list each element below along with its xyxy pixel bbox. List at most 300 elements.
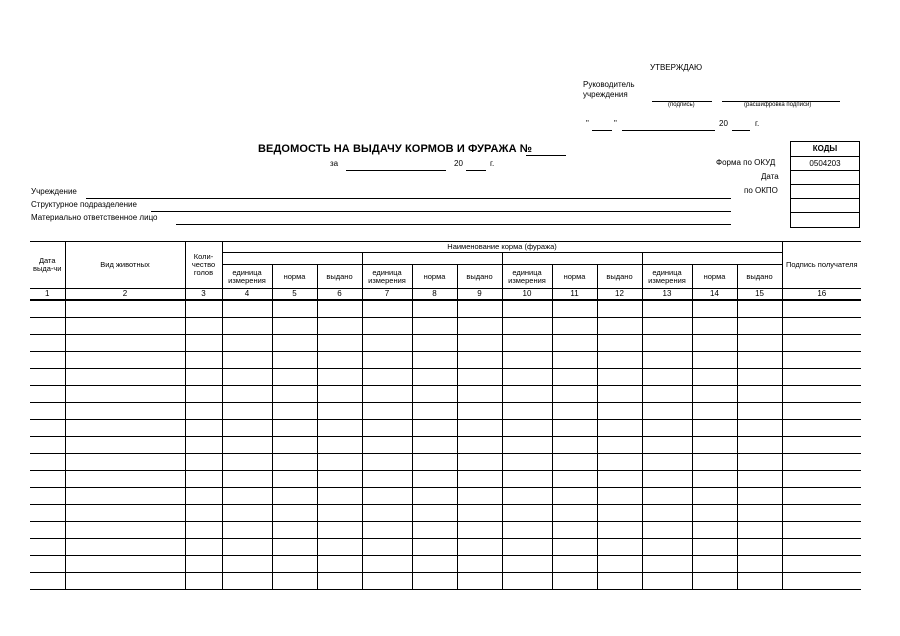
date-code-cell[interactable] [791, 171, 859, 185]
table-cell[interactable] [65, 573, 185, 590]
period-year-line[interactable] [466, 160, 486, 171]
table-cell[interactable] [457, 556, 502, 573]
table-cell[interactable] [317, 505, 362, 522]
table-cell[interactable] [412, 300, 457, 318]
table-cell[interactable] [65, 539, 185, 556]
table-cell[interactable] [692, 488, 737, 505]
table-cell[interactable] [30, 539, 65, 556]
table-cell[interactable] [597, 454, 642, 471]
table-cell[interactable] [222, 318, 272, 335]
table-cell[interactable] [597, 369, 642, 386]
table-cell[interactable] [737, 437, 782, 454]
subdivision-label: Структурное подразделение [31, 200, 137, 209]
table-cell[interactable] [457, 471, 502, 488]
table-cell[interactable] [272, 505, 317, 522]
table-cell[interactable] [317, 403, 362, 420]
table-cell[interactable] [737, 403, 782, 420]
table-cell[interactable] [362, 454, 412, 471]
table-cell[interactable] [272, 556, 317, 573]
table-cell[interactable] [185, 471, 222, 488]
table-cell[interactable] [222, 335, 272, 352]
table-cell[interactable] [185, 539, 222, 556]
table-cell[interactable] [642, 352, 692, 369]
table-cell[interactable] [412, 556, 457, 573]
table-cell[interactable] [597, 505, 642, 522]
table-cell[interactable] [502, 369, 552, 386]
period-line[interactable] [346, 160, 446, 171]
table-cell[interactable] [737, 386, 782, 403]
table-cell[interactable] [412, 335, 457, 352]
table-cell[interactable] [65, 300, 185, 318]
signature-hint: (подпись) [668, 102, 695, 108]
table-cell[interactable] [30, 437, 65, 454]
table-cell[interactable] [782, 556, 861, 573]
table-cell[interactable] [362, 335, 412, 352]
table-cell[interactable] [737, 505, 782, 522]
table-cell[interactable] [642, 556, 692, 573]
table-cell[interactable] [597, 403, 642, 420]
table-cell[interactable] [552, 556, 597, 573]
table-cell[interactable] [222, 522, 272, 539]
table-cell[interactable] [412, 437, 457, 454]
table-cell[interactable] [597, 556, 642, 573]
table-cell[interactable] [185, 573, 222, 590]
table-cell[interactable] [642, 505, 692, 522]
table-cell[interactable] [782, 335, 861, 352]
table-cell[interactable] [362, 573, 412, 590]
feed-name-cell-4[interactable] [642, 253, 782, 265]
table-cell[interactable] [412, 539, 457, 556]
table-cell[interactable] [362, 471, 412, 488]
table-cell[interactable] [317, 522, 362, 539]
table-cell[interactable] [317, 471, 362, 488]
table-cell[interactable] [185, 318, 222, 335]
table-cell[interactable] [552, 352, 597, 369]
table-cell[interactable] [692, 505, 737, 522]
table-cell[interactable] [272, 300, 317, 318]
table-cell[interactable] [692, 437, 737, 454]
table-cell[interactable] [642, 471, 692, 488]
table-cell[interactable] [502, 488, 552, 505]
table-cell[interactable] [502, 352, 552, 369]
table-cell[interactable] [222, 505, 272, 522]
table-cell[interactable] [642, 573, 692, 590]
table-cell[interactable] [642, 539, 692, 556]
table-cell[interactable] [272, 352, 317, 369]
table-cell[interactable] [317, 335, 362, 352]
table-cell[interactable] [692, 420, 737, 437]
table-cell[interactable] [412, 352, 457, 369]
table-cell[interactable] [552, 300, 597, 318]
table-cell[interactable] [317, 556, 362, 573]
table-cell[interactable] [317, 539, 362, 556]
table-cell[interactable] [642, 488, 692, 505]
table-cell[interactable] [597, 573, 642, 590]
table-cell[interactable] [65, 522, 185, 539]
table-cell[interactable] [737, 488, 782, 505]
table-cell[interactable] [30, 488, 65, 505]
table-cell[interactable] [597, 437, 642, 454]
table-cell[interactable] [185, 522, 222, 539]
table-cell[interactable] [222, 488, 272, 505]
table-cell[interactable] [185, 488, 222, 505]
table-cell[interactable] [502, 505, 552, 522]
table-cell[interactable] [185, 420, 222, 437]
table-cell[interactable] [65, 318, 185, 335]
table-cell[interactable] [457, 573, 502, 590]
table-cell[interactable] [737, 556, 782, 573]
table-cell[interactable] [552, 505, 597, 522]
table-cell[interactable] [782, 352, 861, 369]
table-cell[interactable] [782, 437, 861, 454]
table-cell[interactable] [317, 300, 362, 318]
document-title: ВЕДОМОСТЬ НА ВЫДАЧУ КОРМОВ И ФУРАЖА № [258, 143, 533, 155]
table-cell[interactable] [30, 573, 65, 590]
table-cell[interactable] [362, 488, 412, 505]
table-cell[interactable] [737, 300, 782, 318]
table-cell[interactable] [317, 488, 362, 505]
table-cell[interactable] [222, 539, 272, 556]
table-cell[interactable] [502, 522, 552, 539]
table-cell[interactable] [552, 488, 597, 505]
table-cell[interactable] [457, 300, 502, 318]
table-cell[interactable] [782, 488, 861, 505]
table-cell[interactable] [502, 403, 552, 420]
table-row [30, 522, 861, 539]
feed-name-cell-1[interactable] [222, 253, 362, 265]
table-cell[interactable] [222, 352, 272, 369]
table-cell[interactable] [412, 420, 457, 437]
table-cell[interactable] [642, 420, 692, 437]
approval-year-line[interactable] [732, 120, 750, 131]
table-cell[interactable] [552, 386, 597, 403]
table-cell[interactable] [412, 522, 457, 539]
table-cell[interactable] [30, 352, 65, 369]
table-cell[interactable] [65, 471, 185, 488]
table-cell[interactable] [457, 369, 502, 386]
table-cell[interactable] [185, 556, 222, 573]
table-cell[interactable] [30, 505, 65, 522]
feed-name-cell-2[interactable] [362, 253, 502, 265]
table-cell[interactable] [65, 403, 185, 420]
table-cell[interactable] [412, 403, 457, 420]
table-cell[interactable] [362, 522, 412, 539]
table-cell[interactable] [222, 403, 272, 420]
table-cell[interactable] [782, 420, 861, 437]
table-cell[interactable] [185, 403, 222, 420]
table-cell[interactable] [737, 539, 782, 556]
col-number: 16 [782, 289, 861, 301]
table-cell[interactable] [782, 454, 861, 471]
table-cell[interactable] [642, 454, 692, 471]
table-cell[interactable] [317, 352, 362, 369]
table-cell[interactable] [412, 386, 457, 403]
table-cell[interactable] [737, 522, 782, 539]
table-cell[interactable] [65, 420, 185, 437]
table-cell[interactable] [457, 318, 502, 335]
table-cell[interactable] [185, 386, 222, 403]
table-cell[interactable] [65, 505, 185, 522]
table-cell[interactable] [597, 300, 642, 318]
table-cell[interactable] [317, 573, 362, 590]
table-cell[interactable] [272, 335, 317, 352]
table-cell[interactable] [692, 454, 737, 471]
table-cell[interactable] [222, 471, 272, 488]
table-cell[interactable] [457, 420, 502, 437]
table-cell[interactable] [272, 318, 317, 335]
table-cell[interactable] [412, 471, 457, 488]
table-cell[interactable] [597, 522, 642, 539]
approval-month-line[interactable] [622, 120, 715, 131]
table-cell[interactable] [782, 471, 861, 488]
table-cell[interactable] [782, 386, 861, 403]
table-cell[interactable] [362, 403, 412, 420]
table-cell[interactable] [552, 318, 597, 335]
table-cell[interactable] [457, 437, 502, 454]
table-cell[interactable] [412, 505, 457, 522]
table-cell[interactable] [552, 403, 597, 420]
approval-day-line[interactable] [592, 120, 612, 131]
table-cell[interactable] [552, 454, 597, 471]
table-cell[interactable] [642, 403, 692, 420]
table-cell[interactable] [552, 471, 597, 488]
table-cell[interactable] [692, 573, 737, 590]
table-cell[interactable] [692, 369, 737, 386]
table-cell[interactable] [502, 335, 552, 352]
table-cell[interactable] [457, 403, 502, 420]
table-cell[interactable] [692, 318, 737, 335]
table-cell[interactable] [30, 403, 65, 420]
table-cell[interactable] [782, 300, 861, 318]
table-cell[interactable] [737, 454, 782, 471]
table-cell[interactable] [457, 335, 502, 352]
table-cell[interactable] [737, 318, 782, 335]
table-cell[interactable] [412, 318, 457, 335]
table-cell[interactable] [782, 318, 861, 335]
table-cell[interactable] [65, 335, 185, 352]
table-cell[interactable] [782, 369, 861, 386]
table-cell[interactable] [552, 522, 597, 539]
table-cell[interactable] [222, 300, 272, 318]
table-cell[interactable] [185, 335, 222, 352]
table-cell[interactable] [737, 369, 782, 386]
table-cell[interactable] [272, 522, 317, 539]
table-cell[interactable] [642, 386, 692, 403]
table-cell[interactable] [642, 369, 692, 386]
table-cell[interactable] [272, 454, 317, 471]
table-cell[interactable] [457, 454, 502, 471]
table-cell[interactable] [30, 318, 65, 335]
table-cell[interactable] [30, 300, 65, 318]
table-cell[interactable] [317, 318, 362, 335]
table-cell[interactable] [317, 420, 362, 437]
col-number: 9 [457, 289, 502, 301]
table-cell[interactable] [597, 539, 642, 556]
table-cell[interactable] [65, 352, 185, 369]
table-cell[interactable] [65, 386, 185, 403]
col-number: 5 [272, 289, 317, 301]
table-cell[interactable] [185, 437, 222, 454]
table-cell[interactable] [65, 369, 185, 386]
table-cell[interactable] [502, 573, 552, 590]
feed-name-cell-3[interactable] [502, 253, 642, 265]
table-cell[interactable] [692, 539, 737, 556]
table-cell[interactable] [185, 352, 222, 369]
table-cell[interactable] [692, 300, 737, 318]
table-cell[interactable] [65, 454, 185, 471]
table-cell[interactable] [502, 454, 552, 471]
subdivision-line[interactable] [151, 201, 731, 212]
table-cell[interactable] [782, 522, 861, 539]
table-cell[interactable] [597, 471, 642, 488]
table-cell[interactable] [642, 522, 692, 539]
table-cell[interactable] [362, 386, 412, 403]
table-cell[interactable] [362, 352, 412, 369]
table-cell[interactable] [317, 437, 362, 454]
table-cell[interactable] [552, 573, 597, 590]
table-cell[interactable] [692, 386, 737, 403]
table-cell[interactable] [317, 369, 362, 386]
table-cell[interactable] [597, 488, 642, 505]
table-cell[interactable] [272, 369, 317, 386]
table-cell[interactable] [272, 386, 317, 403]
table-cell[interactable] [272, 437, 317, 454]
table-cell[interactable] [642, 437, 692, 454]
table-cell[interactable] [185, 369, 222, 386]
table-cell[interactable] [222, 454, 272, 471]
table-cell[interactable] [185, 505, 222, 522]
table-cell[interactable] [30, 471, 65, 488]
table-cell[interactable] [552, 369, 597, 386]
table-cell[interactable] [552, 539, 597, 556]
okpo-code-cell[interactable] [791, 185, 859, 199]
table-cell[interactable] [457, 386, 502, 403]
table-cell[interactable] [692, 471, 737, 488]
table-cell[interactable] [597, 335, 642, 352]
table-cell[interactable] [272, 539, 317, 556]
table-cell[interactable] [692, 522, 737, 539]
table-cell[interactable] [692, 403, 737, 420]
table-cell[interactable] [272, 573, 317, 590]
table-cell[interactable] [457, 539, 502, 556]
period-year-suffix: г. [490, 159, 495, 168]
signature-decode-line[interactable] [722, 91, 840, 102]
table-cell[interactable] [597, 386, 642, 403]
table-cell[interactable] [737, 352, 782, 369]
table-cell[interactable] [185, 300, 222, 318]
table-cell[interactable] [30, 335, 65, 352]
table-cell[interactable] [782, 573, 861, 590]
table-cell[interactable] [30, 454, 65, 471]
table-cell[interactable] [597, 420, 642, 437]
code-cell-extra-2[interactable] [791, 213, 859, 227]
table-cell[interactable] [692, 352, 737, 369]
table-cell[interactable] [30, 386, 65, 403]
table-cell[interactable] [502, 420, 552, 437]
table-cell[interactable] [272, 488, 317, 505]
sub-header-unit: единица измерения [362, 265, 412, 289]
table-cell[interactable] [222, 420, 272, 437]
table-cell[interactable] [502, 386, 552, 403]
table-cell[interactable] [362, 318, 412, 335]
table-cell[interactable] [502, 556, 552, 573]
table-cell[interactable] [457, 505, 502, 522]
table-cell[interactable] [457, 352, 502, 369]
table-cell[interactable] [692, 556, 737, 573]
table-cell[interactable] [502, 300, 552, 318]
table-cell[interactable] [642, 335, 692, 352]
table-cell[interactable] [782, 505, 861, 522]
table-cell[interactable] [272, 403, 317, 420]
table-cell[interactable] [222, 573, 272, 590]
table-cell[interactable] [65, 437, 185, 454]
table-cell[interactable] [30, 420, 65, 437]
table-cell[interactable] [30, 369, 65, 386]
table-cell[interactable] [457, 522, 502, 539]
table-cell[interactable] [222, 437, 272, 454]
table-cell[interactable] [597, 352, 642, 369]
table-cell[interactable] [737, 335, 782, 352]
table-cell[interactable] [502, 437, 552, 454]
table-cell[interactable] [782, 403, 861, 420]
table-cell[interactable] [642, 318, 692, 335]
table-cell[interactable] [552, 437, 597, 454]
table-cell[interactable] [362, 556, 412, 573]
table-cell[interactable] [457, 488, 502, 505]
table-cell[interactable] [362, 505, 412, 522]
table-cell[interactable] [412, 573, 457, 590]
signature-line[interactable] [652, 91, 712, 102]
table-cell[interactable] [317, 454, 362, 471]
table-cell[interactable] [272, 420, 317, 437]
table-cell[interactable] [362, 300, 412, 318]
institution-line[interactable] [86, 188, 731, 199]
table-cell[interactable] [317, 386, 362, 403]
table-cell[interactable] [412, 369, 457, 386]
table-cell[interactable] [692, 335, 737, 352]
table-cell[interactable] [412, 454, 457, 471]
table-cell[interactable] [65, 488, 185, 505]
table-cell[interactable] [502, 471, 552, 488]
table-cell[interactable] [30, 556, 65, 573]
table-cell[interactable] [222, 386, 272, 403]
table-cell[interactable] [737, 420, 782, 437]
responsible-line[interactable] [176, 214, 731, 225]
table-cell[interactable] [597, 318, 642, 335]
table-cell[interactable] [502, 318, 552, 335]
table-cell[interactable] [552, 420, 597, 437]
table-cell[interactable] [737, 471, 782, 488]
table-cell[interactable] [362, 539, 412, 556]
table-cell[interactable] [502, 539, 552, 556]
table-cell[interactable] [185, 454, 222, 471]
table-cell[interactable] [782, 539, 861, 556]
table-cell[interactable] [65, 556, 185, 573]
code-cell-extra-1[interactable] [791, 199, 859, 213]
table-cell[interactable] [642, 300, 692, 318]
table-cell[interactable] [412, 488, 457, 505]
table-cell[interactable] [272, 471, 317, 488]
document-number-line[interactable] [526, 145, 566, 156]
table-cell[interactable] [552, 335, 597, 352]
table-cell[interactable] [30, 522, 65, 539]
table-cell[interactable] [222, 369, 272, 386]
table-cell[interactable] [222, 556, 272, 573]
table-cell[interactable] [362, 437, 412, 454]
table-cell[interactable] [737, 573, 782, 590]
table-cell[interactable] [362, 369, 412, 386]
table-cell[interactable] [362, 420, 412, 437]
